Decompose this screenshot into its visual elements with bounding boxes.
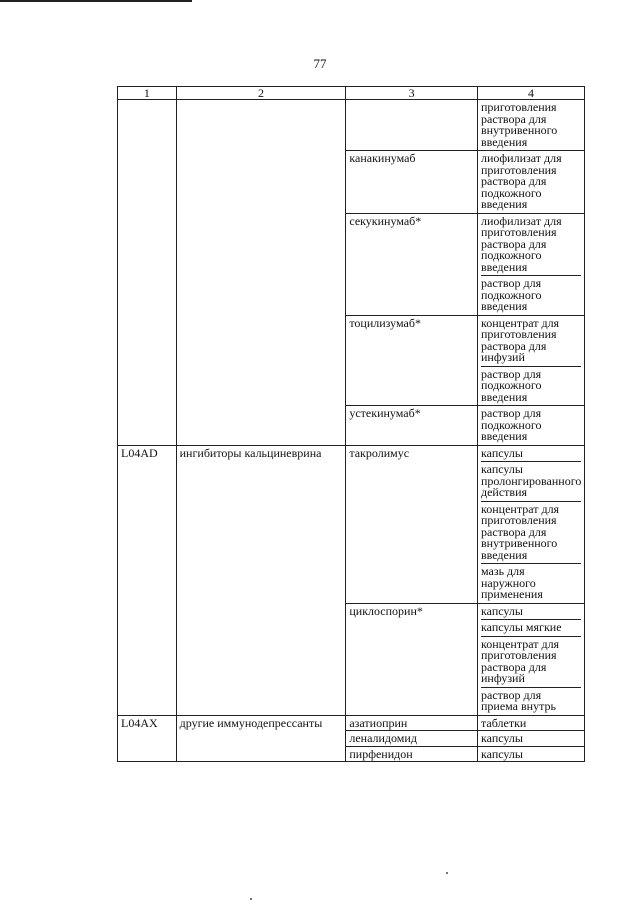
- forms-cell: [478, 213, 585, 315]
- table-row: [118, 715, 585, 731]
- code-cell: [118, 100, 177, 446]
- table-row: [118, 100, 585, 151]
- dosage-form: раствор для приема внутрь: [481, 687, 581, 715]
- atc-code: L04AX: [118, 715, 177, 762]
- scan-edge-mark: [0, 0, 192, 2]
- drug-name: тоцилизумаб*: [346, 315, 478, 406]
- dosage-form: раствор для подкожного введения: [481, 406, 542, 443]
- dosage-form: лиофилизат для приготовления раствора для подкожного введения: [481, 213, 562, 274]
- dosage-form: капсулы: [481, 445, 523, 460]
- header-col-3: 3: [346, 87, 478, 100]
- dosage-form: капсулы: [481, 603, 523, 618]
- drug-name: канакинумаб: [346, 151, 478, 214]
- dosage-form: таблетки: [478, 715, 585, 731]
- drug-name: азатиоприн: [346, 715, 478, 731]
- drug-table: [117, 86, 585, 762]
- dosage-form: капсулы: [478, 731, 585, 747]
- dosage-form: концентрат для приготовления раствора для внутривенного введения: [481, 501, 581, 564]
- group-name: другие иммунодепрессанты: [176, 715, 346, 762]
- dosage-form: концентрат для приготовления раствора для инфузий: [481, 315, 560, 364]
- dosage-form: лиофилизат для приготовления раствора для подкожного введения: [481, 151, 562, 211]
- forms-cell: [478, 151, 585, 214]
- atc-code: L04AD: [118, 445, 177, 715]
- forms-cell: [478, 406, 585, 446]
- forms-cell: [478, 100, 585, 151]
- dosage-form: капсулы: [478, 746, 585, 762]
- dosage-form: капсулы пролонгированного действия: [481, 462, 582, 499]
- forms-cell: [478, 315, 585, 406]
- drug-name: такролимус: [346, 445, 478, 603]
- drug-name: устекинумаб*: [346, 406, 478, 446]
- header-col-2: 2: [176, 87, 346, 100]
- drug-cell: [346, 100, 478, 151]
- drug-name: пирфенидон: [346, 746, 478, 762]
- group-cell: [176, 100, 346, 446]
- table-row: [118, 445, 585, 603]
- page-number: 77: [313, 56, 327, 71]
- scan-speck: [250, 898, 252, 900]
- dosage-form: мазь для наружного применения: [481, 563, 581, 603]
- scan-speck: [446, 872, 448, 874]
- drug-name: леналидомид: [346, 731, 478, 747]
- dosage-form: раствор для подкожного введения: [481, 366, 581, 406]
- header-col-4: 4: [478, 87, 585, 100]
- dosage-form: концентрат для приготовления раствора для инфузий: [481, 636, 581, 687]
- forms-cell: [478, 445, 585, 603]
- dosage-form: раствор для подкожного введения: [481, 275, 581, 315]
- header-col-1: 1: [118, 87, 177, 100]
- dosage-form: капсулы мягкие: [481, 619, 581, 636]
- table-header-row: [118, 87, 585, 100]
- dosage-form: приготовления раствора для внутривенного введения: [481, 100, 558, 149]
- drug-name: секукинумаб*: [346, 213, 478, 315]
- forms-cell: [478, 603, 585, 715]
- drug-name: циклоспорин*: [346, 603, 478, 715]
- group-name: ингибиторы кальциневрина: [176, 445, 346, 715]
